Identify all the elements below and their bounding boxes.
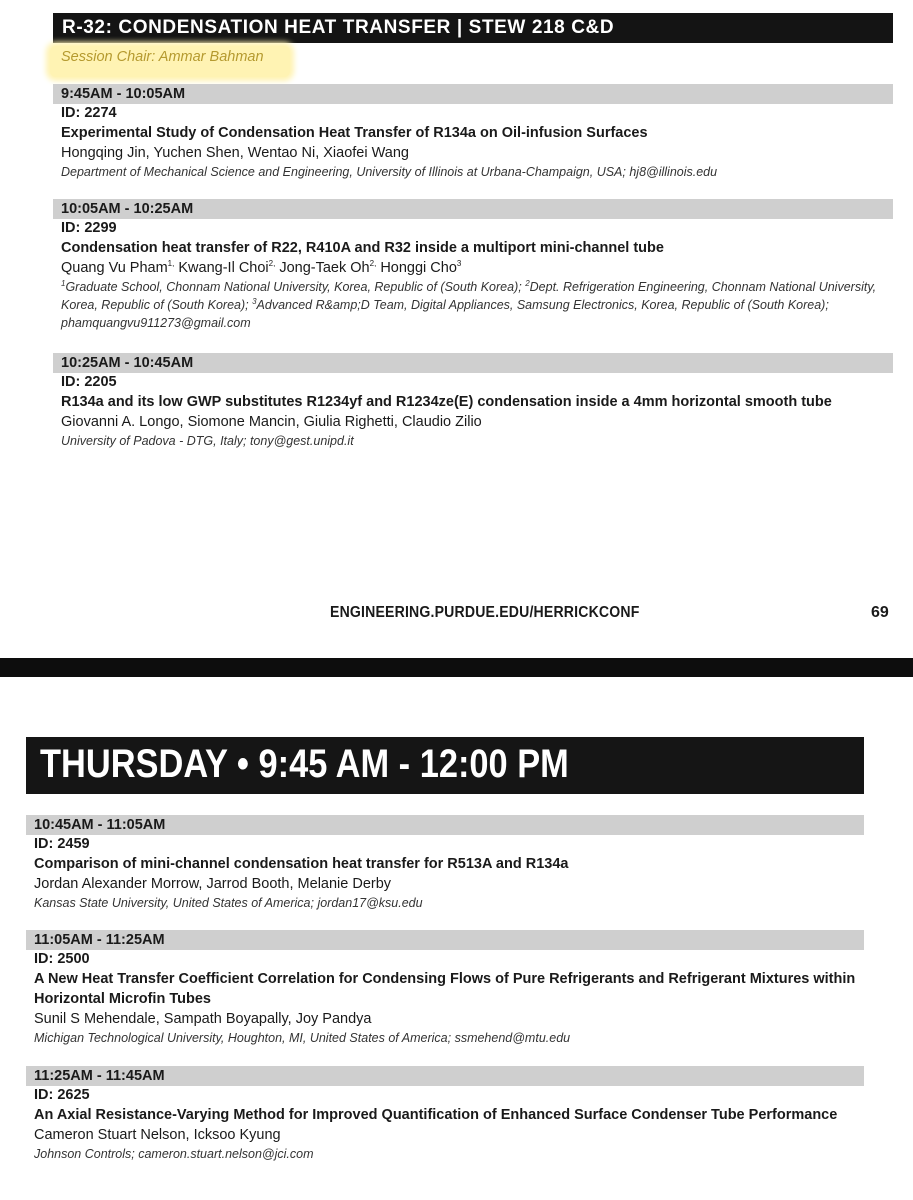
- talk-title: An Axial Resistance-Varying Method for Improved Quantification of Enhanced Surface Condenser Tube Performance: [34, 1107, 838, 1123]
- talk-entry: [53, 353, 893, 450]
- talk-title: A New Heat Transfer Coefficient Correlation for Condensing Flows of Pure Refrigerants and Refrigerant Mixtures within Horizontal Microfin Tubes: [34, 971, 856, 1007]
- talk-time: 10:05AM - 10:25AM: [53, 199, 893, 219]
- talk-entry: [53, 84, 893, 181]
- author-name: Honggi Cho: [376, 260, 457, 276]
- talk-time: 11:25AM - 11:45AM: [26, 1066, 864, 1086]
- talk-authors: [53, 258, 893, 278]
- talk-title: R134a and its low GWP substitutes R1234yf and R1234ze(E) condensation inside a 4mm horizontal smooth tube: [61, 394, 832, 410]
- talk-title: Condensation heat transfer of R22, R410A and R32 inside a multiport mini-channel tube: [61, 240, 664, 256]
- affiliation-superscript: 2: [525, 278, 530, 288]
- footer-url: ENGINEERING.PURDUE.EDU/HERRICKCONF: [330, 604, 640, 621]
- session-chair-text: Session Chair: Ammar Bahman: [61, 49, 264, 65]
- session-chair-highlight: [50, 46, 290, 77]
- author-name: Quang Vu Pham: [61, 260, 168, 276]
- talk-entry: [26, 815, 864, 912]
- talk-entry: [26, 1066, 864, 1163]
- talk-authors: Hongqing Jin, Yuchen Shen, Wentao Ni, Xiaofei Wang: [61, 145, 409, 161]
- day-header-text: THURSDAY • 9:45 AM - 12:00 PM: [40, 742, 569, 786]
- author-superscript: 3: [456, 259, 462, 269]
- talk-time: 10:25AM - 10:45AM: [53, 353, 893, 373]
- talk-title: Experimental Study of Condensation Heat Transfer of R134a on Oil-infusion Surfaces: [61, 125, 648, 141]
- talk-authors: Jordan Alexander Morrow, Jarrod Booth, Melanie Derby: [34, 876, 392, 892]
- day-header: [26, 737, 864, 794]
- talk-affiliation: [53, 278, 893, 332]
- talk-affiliation: Michigan Technological University, Houghton, MI, United States of America; ssmehend@mtu.edu: [34, 1031, 571, 1045]
- talk-id: ID: 2299: [61, 220, 117, 236]
- author-name: Jong-Taek Oh: [275, 260, 370, 276]
- talk-time: 9:45AM - 10:05AM: [53, 84, 893, 104]
- talk-time: 11:05AM - 11:25AM: [26, 930, 864, 950]
- talk-id: ID: 2625: [34, 1087, 90, 1103]
- talk-id: ID: 2500: [34, 951, 90, 967]
- page-number: 69: [871, 604, 889, 621]
- talk-affiliation: Johnson Controls; cameron.stuart.nelson@jci.com: [34, 1147, 314, 1161]
- talk-entry: [26, 930, 864, 1047]
- author-superscript: 2,: [369, 259, 377, 269]
- affiliation-superscript: 3: [252, 296, 257, 306]
- talk-affiliation: Department of Mechanical Science and Engineering, University of Illinois at Urbana-Champaign, USA; hj8@illinois.edu: [61, 165, 718, 179]
- author-superscript: 2,: [268, 259, 276, 269]
- talk-authors: Sunil S Mehendale, Sampath Boyapally, Joy Pandya: [34, 1011, 372, 1027]
- session-header: [53, 13, 893, 43]
- affiliation-text: Advanced R&amp;D Team, Digital Appliances, Samsung Electronics, Korea, Republic of (South Korea); phamquangvu911273@gmail.com: [61, 298, 829, 330]
- talk-affiliation: Kansas State University, United States of America; jordan17@ksu.edu: [34, 896, 423, 910]
- talk-id: ID: 2459: [34, 836, 90, 852]
- affiliation-superscript: 1: [61, 278, 66, 288]
- page-divider: [0, 658, 913, 677]
- talk-entry: [53, 199, 893, 332]
- author-name: Kwang-Il Choi: [174, 260, 269, 276]
- talk-id: ID: 2274: [61, 105, 117, 121]
- talk-time: 10:45AM - 11:05AM: [26, 815, 864, 835]
- affiliation-text: Dept. Refrigeration Engineering, Chonnam National University, Korea, Republic of (South Korea);: [61, 280, 877, 312]
- talk-authors: Cameron Stuart Nelson, Icksoo Kyung: [34, 1127, 281, 1143]
- talk-authors: Giovanni A. Longo, Siomone Mancin, Giulia Righetti, Claudio Zilio: [61, 414, 482, 430]
- talk-affiliation: University of Padova - DTG, Italy; tony@gest.unipd.it: [61, 434, 354, 448]
- talk-id: ID: 2205: [61, 374, 117, 390]
- author-superscript: 1,: [167, 259, 175, 269]
- talk-title: Comparison of mini-channel condensation heat transfer for R513A and R134a: [34, 856, 569, 872]
- session-header-text: R-32: CONDENSATION HEAT TRANSFER | STEW 218 C&D: [62, 17, 615, 38]
- affiliation-text: Graduate School, Chonnam National University, Korea, Republic of (South Korea);: [65, 280, 526, 294]
